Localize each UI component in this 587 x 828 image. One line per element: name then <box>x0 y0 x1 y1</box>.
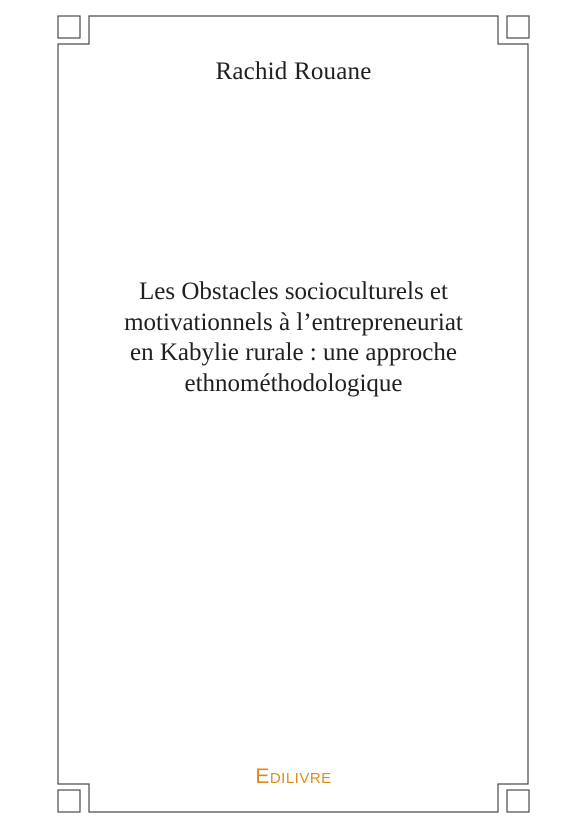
title-line: ethnométhodologique <box>184 369 403 397</box>
book-title <box>90 277 497 399</box>
title-line: motivationnels à l’entrepreneuriat <box>124 308 463 336</box>
title-line: Les Obstacles socioculturels et <box>139 278 448 305</box>
publisher-rest: DILIVRE <box>269 770 332 787</box>
publisher-initial: E <box>255 765 270 788</box>
corner-square-top-right <box>507 16 529 38</box>
corner-square-bottom-left <box>58 790 80 812</box>
corner-square-top-left <box>58 16 80 38</box>
frame-border <box>58 16 528 812</box>
publisher-logo <box>0 765 587 789</box>
title-line: en Kabylie rurale : une approche <box>130 339 457 366</box>
author-name: Rachid Rouane <box>215 58 372 85</box>
corner-square-bottom-right <box>507 790 529 812</box>
